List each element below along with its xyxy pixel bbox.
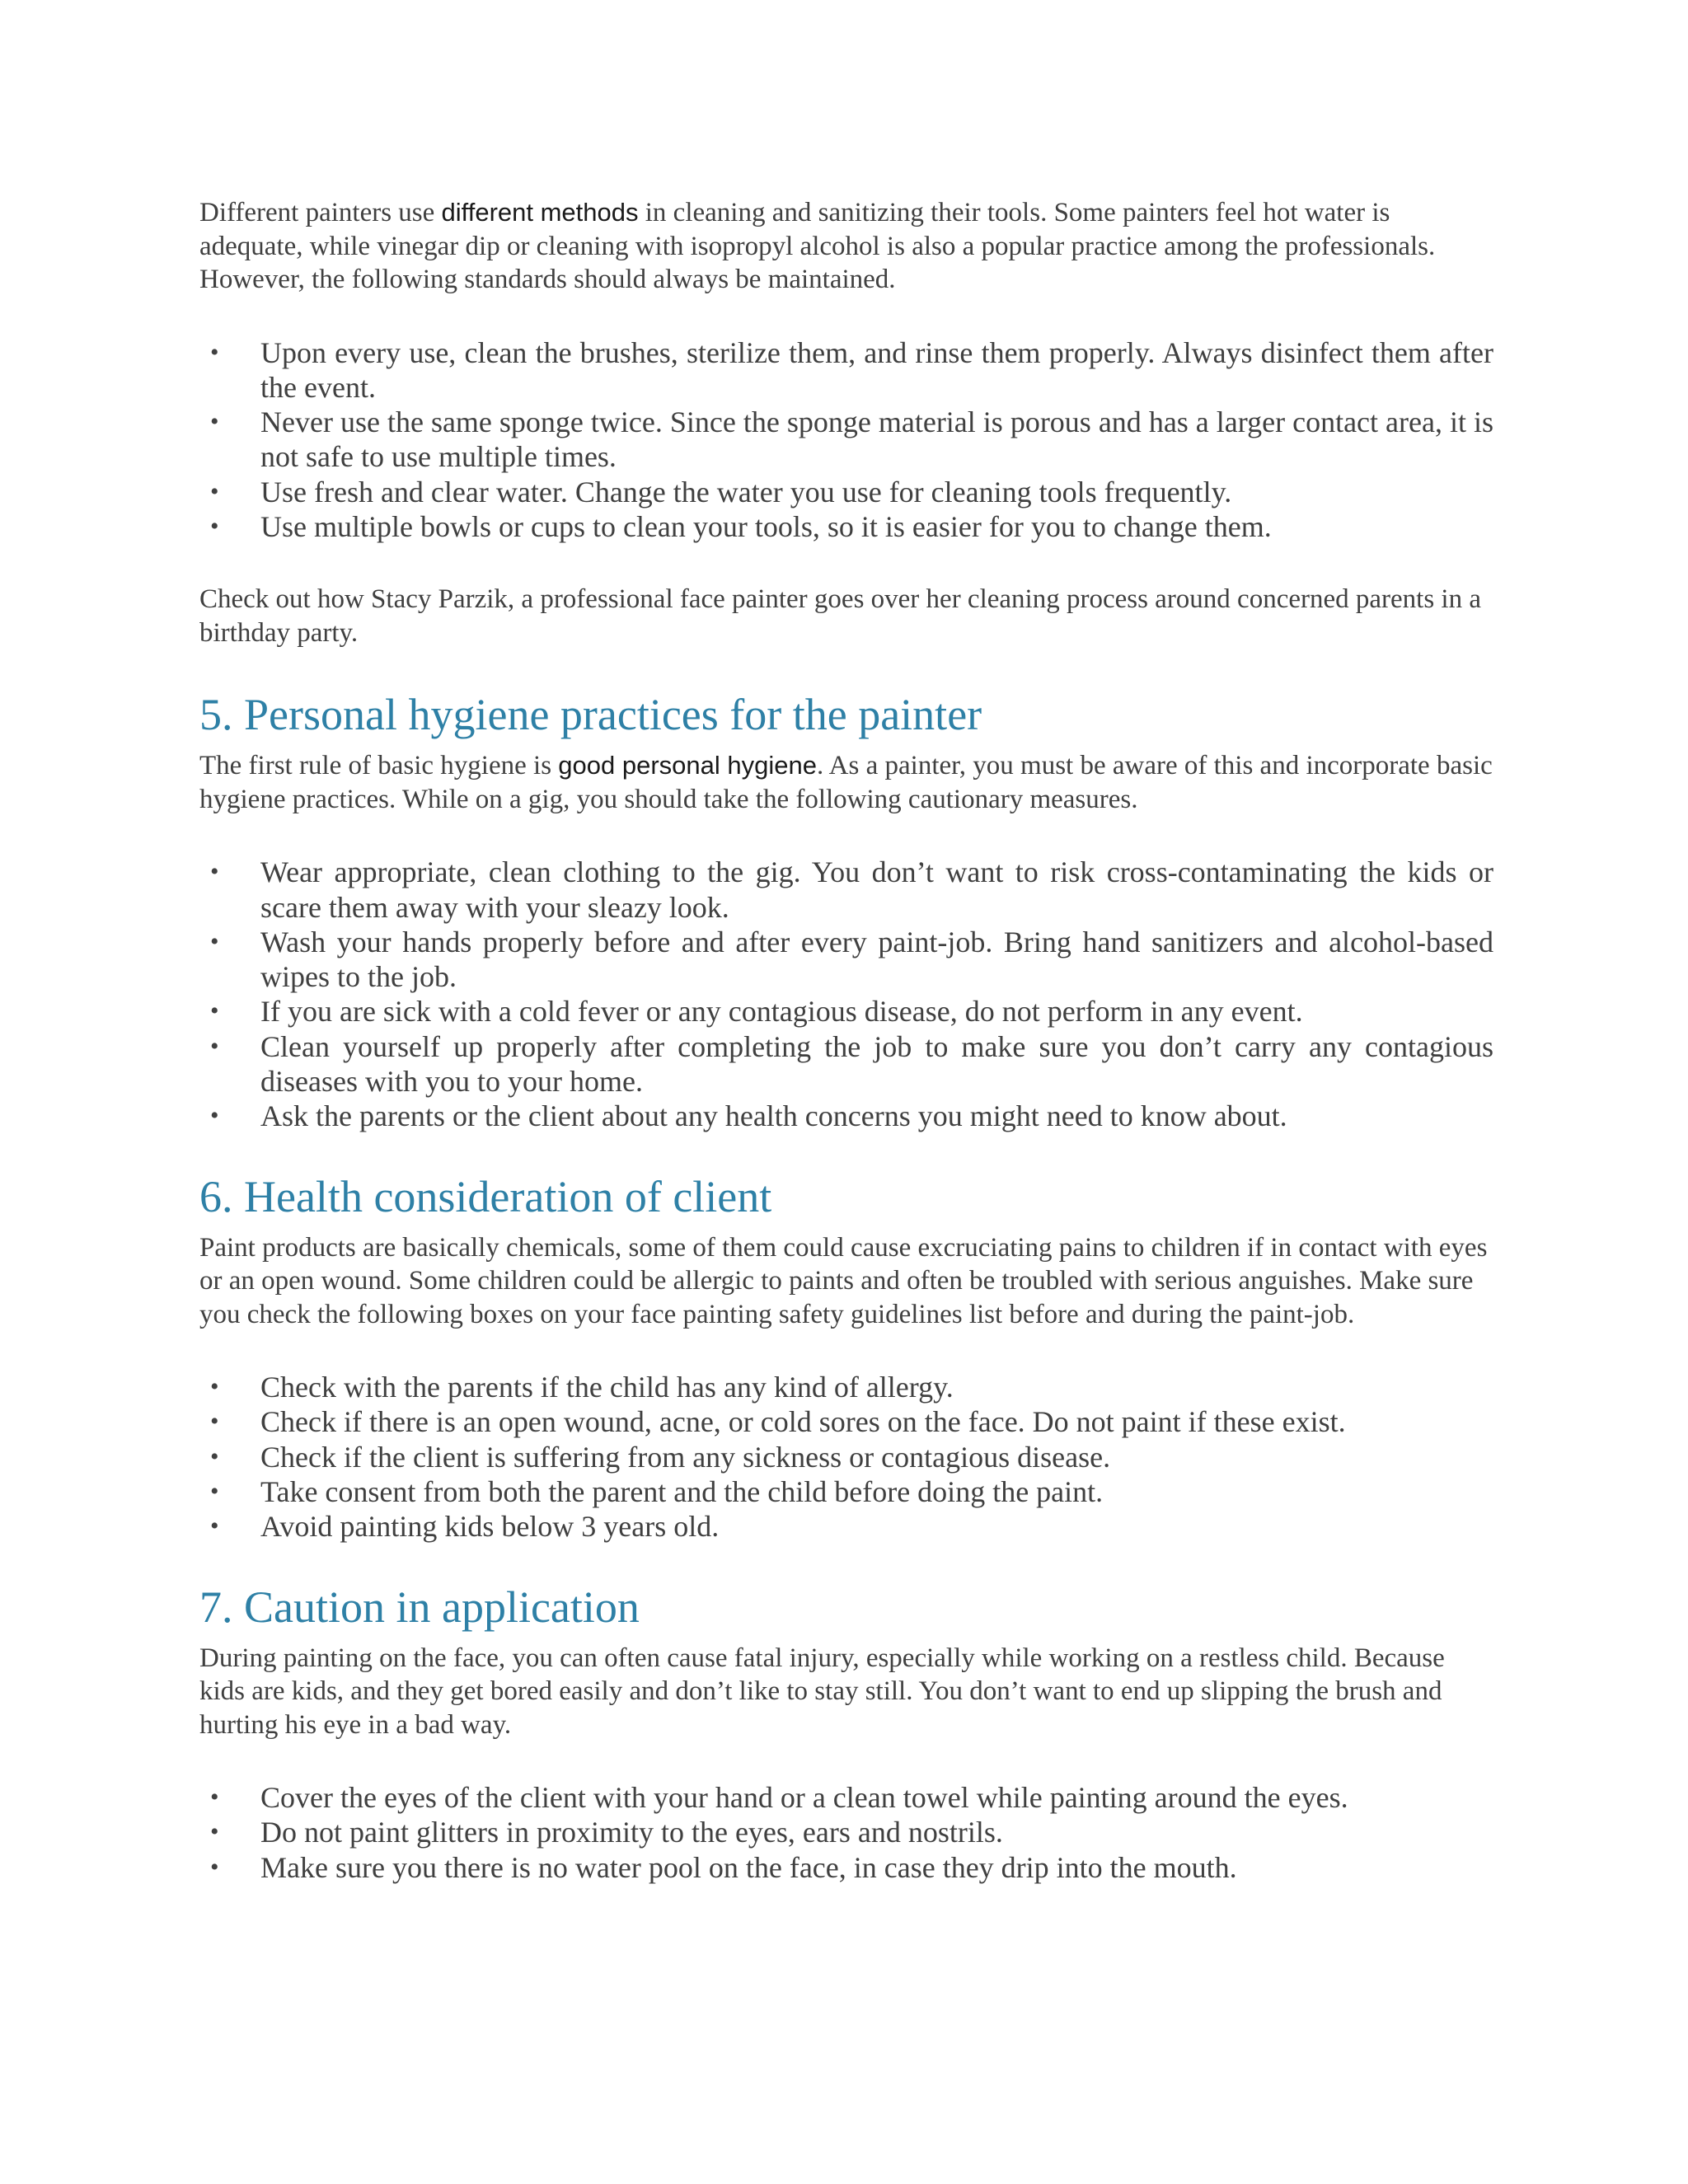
list-item-text: Wear appropriate, clean clothing to the gig. You don’t want to risk cross-contaminating the kids or scare them away with your sleazy look. [260,855,1493,924]
list-item-text: Take consent from both the parent and the child before doing the paint. [260,1475,1104,1509]
list-item-text: Use fresh and clear water. Change the water you use for cleaning tools frequently. [260,475,1232,509]
bullet-icon: • [210,1032,219,1060]
list-item [199,1029,1493,1099]
bullet-icon: • [210,1408,219,1436]
list-item-text: Avoid painting kids below 3 years old. [260,1510,720,1544]
bullet-icon: • [210,927,219,955]
list-item [199,405,1493,475]
list-item-text: Ask the parents or the client about any health concerns you might need to know about. [260,1099,1287,1133]
bullet-icon: • [210,408,219,436]
bullet-icon: • [210,1783,219,1811]
good-personal-hygiene-link[interactable]: good personal hygiene [558,751,817,780]
bullet-icon: • [210,997,219,1025]
list-item [199,1509,1493,1544]
list-item-text: Wash your hands properly before and after every paint-job. Bring hand sanitizers and alcohol-based wipes to the job. [260,925,1493,994]
list-item [199,855,1493,925]
bullet-icon: • [210,1853,219,1881]
list-item-text: Make sure you there is no water pool on the face, in case they drip into the mouth. [260,1850,1237,1884]
bullet-icon: • [210,1373,219,1401]
section-6-heading: 6. Health consideration of client [199,1171,772,1221]
list-item [199,475,1493,509]
list-item [199,509,1493,544]
bullet-icon: • [210,477,219,505]
list-item [199,1474,1493,1509]
bullet-icon: • [210,1102,219,1130]
section-5-text-end: . As a painter, you must be aware of this and incorporate basic hygiene practices. While on a gig, you should take the following cautionary measures. [199,751,1493,814]
bullet-icon: • [210,1818,219,1846]
list-item-text: Never use the same sponge twice. Since the sponge material is porous and has a larger contact area, it is not safe to use multiple times. [260,405,1493,474]
intro-text-end: in cleaning and sanitizing their tools. Some painters feel hot water is adequate, while vinegar dip or cleaning with isopropyl alcohol is also a popular practice among the professionals. However, the following standards should always be maintained. [199,198,1436,294]
intro-paragraph [199,196,1493,297]
health-check-list [199,1370,1493,1544]
document-page [199,196,1493,1885]
list-item [199,1850,1493,1885]
list-item [199,1815,1493,1849]
bullet-icon: • [210,1512,219,1540]
list-item [199,1440,1493,1474]
list-item-text: Do not paint glitters in proximity to the eyes, ears and nostrils. [260,1816,1003,1849]
list-item-text: Check with the parents if the child has any kind of allergy. [260,1371,954,1404]
list-item-text: If you are sick with a cold fever or any contagious disease, do not perform in any event. [260,995,1303,1029]
list-item [199,1370,1493,1404]
check-out-paragraph: Check out how Stacy Parzik, a professional face painter goes over her cleaning process around concerned parents in a birthday party. [199,584,1481,648]
section-7-heading: 7. Caution in application [199,1582,640,1632]
bullet-icon: • [210,338,219,366]
bullet-icon: • [210,1478,219,1506]
list-item [199,925,1493,995]
hygiene-list [199,855,1493,1133]
section-6-paragraph: Paint products are basically chemicals, some of them could cause excruciating pains to children if in contact with eyes or an open wound. Some children could be allergic to paints and often be troubled with serious anguishes. Make sure you check the following boxes on your face painting safety guidelines list before and during the paint-job. [199,1232,1488,1329]
section-5-heading: 5. Personal hygiene practices for the painter [199,690,982,740]
list-item [199,1780,1493,1815]
bullet-icon: • [210,1442,219,1470]
list-item [199,335,1493,405]
list-item-text: Check if there is an open wound, acne, or cold sores on the face. Do not paint if these exist. [260,1405,1346,1439]
list-item-text: Check if the client is suffering from any sickness or contagious disease. [260,1440,1111,1474]
list-item [199,1404,1493,1439]
different-methods-link[interactable]: different methods [441,198,639,227]
section-5-paragraph [199,749,1493,816]
list-item [199,1099,1493,1133]
list-item [199,994,1493,1029]
list-item-text: Clean yourself up properly after completing the job to make sure you don’t carry any contagious diseases with you to your home. [260,1029,1493,1099]
cleaning-standards-list [199,335,1493,545]
list-item-text: Use multiple bowls or cups to clean your tools, so it is easier for you to change them. [260,509,1272,543]
bullet-icon: • [210,858,219,886]
bullet-icon: • [210,512,219,540]
list-item-text: Cover the eyes of the client with your hand or a clean towel while painting around the eyes. [260,1781,1348,1815]
application-caution-list [199,1780,1493,1885]
intro-text-start: Different painters use [199,198,442,227]
section-7-paragraph: During painting on the face, you can often cause fatal injury, especially while working on a restless child. Because kids are kids, and they get bored easily and don’t like to stay still. You don’t want to end up slipping the brush and hurting his eye in a bad way. [199,1643,1445,1740]
list-item-text: Upon every use, clean the brushes, sterilize them, and rinse them properly. Always disinfect them after the event. [260,335,1493,404]
section-5-text-start: The first rule of basic hygiene is [199,751,559,781]
